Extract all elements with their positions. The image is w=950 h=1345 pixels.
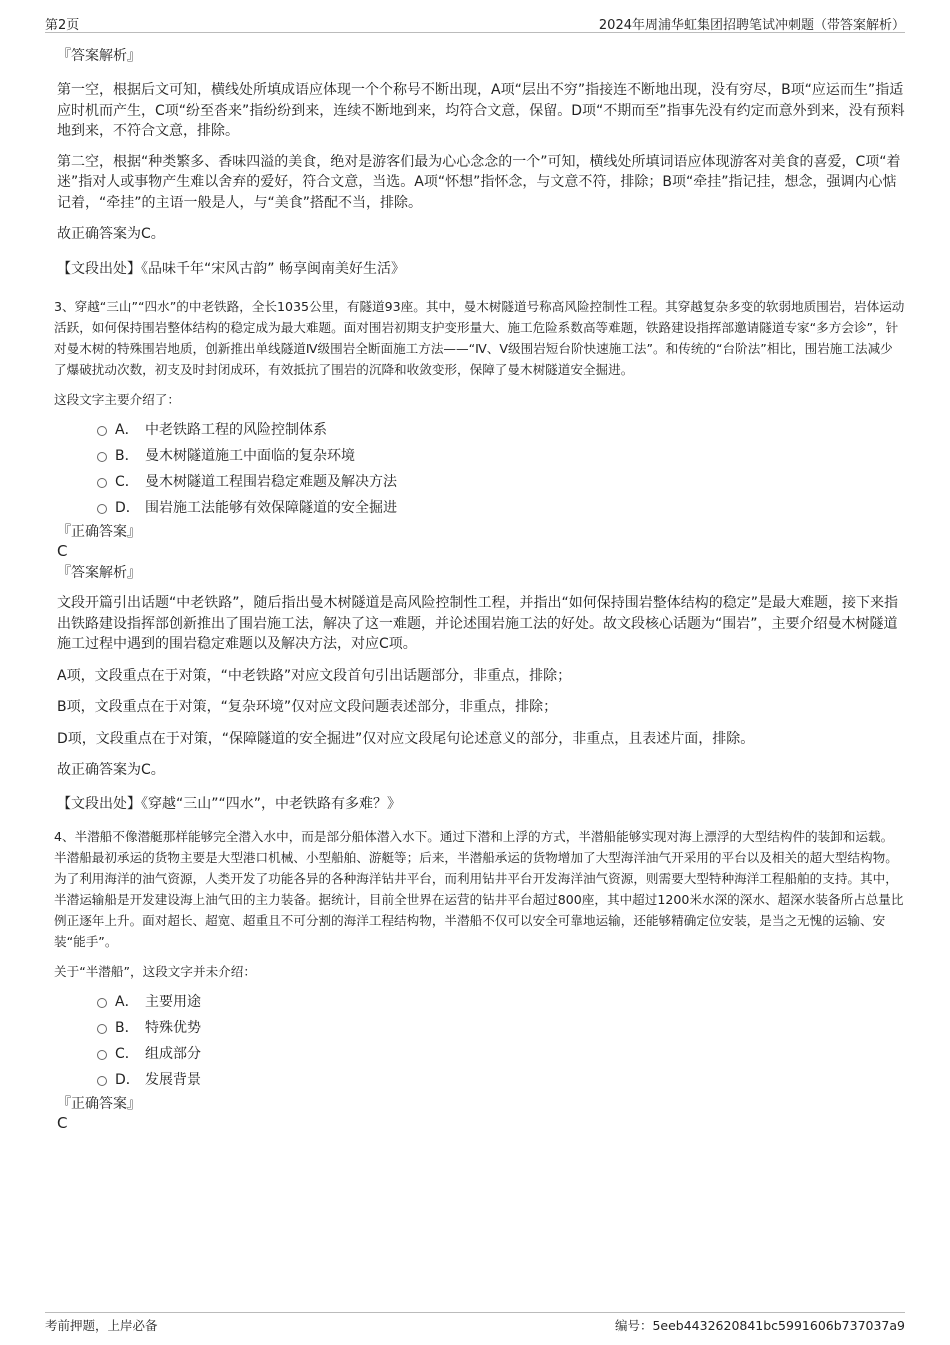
page-content <box>54 44 905 1133</box>
question-prompt: 关于“半潜船”，这段文字并未介绍： <box>54 964 256 979</box>
radio-icon[interactable] <box>97 1050 107 1060</box>
analysis-paragraph: A项，文段重点在于对策，“中老铁路”对应文段首句引出话题部分，非重点，排除； <box>57 667 572 684</box>
answer-label: 『正确答案』 <box>57 1096 141 1112</box>
page-footer <box>45 1312 905 1335</box>
option-letter: D． <box>115 1072 140 1088</box>
option-letter: C． <box>115 474 139 490</box>
option-text: 曼木树隧道施工中面临的复杂环境 <box>145 448 355 464</box>
option-letter: C． <box>115 1046 139 1062</box>
option-text: 中老铁路工程的风险控制体系 <box>145 422 327 438</box>
option-text: 曼木树隧道工程围岩稳定难题及解决方法 <box>145 474 397 490</box>
option-text: 发展背景 <box>145 1072 201 1088</box>
option-d[interactable] <box>57 495 905 521</box>
analysis-paragraph: 第一空，根据后文可知，横线处所填成语应体现一个个称号不断出现，A项“层出不穷”指接连不断地出现，没有穷尽，B项“应运而生”指适应时机而产生，C项“纷至沓来”指纷纷到来，连续不断地到来，均符合文意，保留。D项“不期而至”指事先没有约定而意外到来，没有预料地到来，不符合文意，排除。 <box>57 82 905 139</box>
conclusion: 故正确答案为C。 <box>57 226 165 242</box>
option-c[interactable] <box>57 469 905 495</box>
option-letter: B． <box>115 448 139 464</box>
option-letter: B． <box>115 1020 139 1036</box>
page-header <box>45 12 905 33</box>
analysis-paragraph: 第二空，根据“种类繁多、香味四溢的美食，绝对是游客们最为心心念念的一个”可知，横线处所填词语应体现游客对美食的喜爱，C项“着迷”指对人或事物产生难以舍弃的爱好，符合文意，当选。A项“怀想”指怀念，与文意不符，排除；B项“牵挂”指记挂，想念，强调内心惦记着，“牵挂”的主语一般是人，与“美食”搭配不当，排除。 <box>57 153 901 211</box>
option-list <box>57 989 905 1093</box>
answer-label: 『正确答案』 <box>57 524 141 540</box>
footer-slogan: 考前押题，上岸必备 <box>45 1318 158 1333</box>
option-a[interactable] <box>57 989 905 1015</box>
option-letter: D． <box>115 500 140 516</box>
radio-icon[interactable] <box>97 1076 107 1086</box>
option-text: 特殊优势 <box>145 1020 201 1036</box>
radio-icon[interactable] <box>97 452 107 462</box>
radio-icon[interactable] <box>97 478 107 488</box>
conclusion: 故正确答案为C。 <box>57 762 165 778</box>
document-id: 编号：5eeb4432620841bc5991606b737037a9 <box>614 1318 905 1333</box>
radio-icon[interactable] <box>97 426 107 436</box>
option-list <box>57 417 905 521</box>
analysis-paragraph: 文段开篇引出话题“中老铁路”，随后指出曼木树隧道是高风险控制性工程，并指出“如何保持围岩整体结构的稳定”是最大难题，接下来指出铁路建设指挥部创新推出了围岩施工法，解决了这一难题，并论述围岩施工法的好处。故文段核心话题为“围岩”，主要介绍曼木树隧道施工过程中遇到的围岩稳定难题以及解决方法，对应C项。 <box>57 595 899 652</box>
page-number: 第2页 <box>45 18 80 33</box>
option-letter: A． <box>115 422 139 438</box>
option-c[interactable] <box>57 1041 905 1067</box>
correct-answer: C <box>57 542 68 560</box>
analysis-paragraph: D项，文段重点在于对策，“保障隧道的安全掘进”仅对应文段尾句论述意义的部分，非重点，且表述片面，排除。 <box>57 730 755 747</box>
source-citation: 【文段出处】《品味千年“宋风古韵” 畅享闽南美好生活》 <box>57 260 405 277</box>
source-citation: 【文段出处】《穿越“三山”“四水”，中老铁路有多难？》 <box>57 795 402 812</box>
question-passage: 3、穿越“三山”“四水”的中老铁路，全长1035公里，有隧道93座。其中，曼木树隧道号称高风险控制性工程。其穿越复杂多变的软弱地质围岩，岩体运动活跃，如何保持围岩整体结构的稳定成为最大难题。面对围岩初期支护变形量大、施工危险系数高等难题，铁路建设指挥部邀请隧道专家“多方会诊”，针对曼木树的特殊围岩地质，创新推出单线隧道Ⅳ级围岩全断面施工方法——“Ⅳ、Ⅴ级围岩短台阶快速施工法”。和传统的“台阶法”相比，围岩施工法减少了爆破扰动次数，初支及时封闭成环，有效抵抗了围岩的沉降和收敛变形，保障了曼木树隧道安全掘进。 <box>54 299 905 377</box>
analysis-label: 『答案解析』 <box>57 48 141 64</box>
radio-icon[interactable] <box>97 504 107 514</box>
option-text: 主要用途 <box>145 994 201 1010</box>
analysis-paragraph: B项，文段重点在于对策，“复杂环境”仅对应文段问题表述部分，非重点，排除； <box>57 699 558 715</box>
option-b[interactable] <box>57 1015 905 1041</box>
radio-icon[interactable] <box>97 998 107 1008</box>
correct-answer: C <box>57 1114 68 1132</box>
question-prompt: 这段文字主要介绍了： <box>54 392 180 407</box>
question-passage: 4、半潜船不像潜艇那样能够完全潜入水中，而是部分船体潜入水下。通过下潜和上浮的方式，半潜船能够实现对海上漂浮的大型结构件的装卸和运载。半潜船最初承运的货物主要是大型港口机械、小型船舶、游艇等；后来，半潜船承运的货物增加了大型海洋油气开采用的平台以及相关的超大型结构物。为了利用海洋的油气资源，人类开发了功能各异的各种海洋钻井平台，而利用钻井平台开发海洋油气资源，则需要大型特种海洋工程船舶的支持。其中，半潜运输船是开发建设海上油气田的主力装备。据统计，目前全世界在运营的钻井平台超过800座，其中超过1200米水深的深水、超深水装备所占总量比例正逐年上升。面对超长、超宽、超重且不可分割的海洋工程结构物，半潜船不仅可以安全可靠地运输，还能够精确定位安装，是当之无愧的运输、安装“能手”。 <box>54 829 904 949</box>
option-letter: A． <box>115 994 139 1010</box>
document-title: 2024年周浦华虹集团招聘笔试冲刺题（带答案解析） <box>598 18 905 33</box>
option-a[interactable] <box>57 417 905 443</box>
radio-icon[interactable] <box>97 1024 107 1034</box>
option-b[interactable] <box>57 443 905 469</box>
analysis-label: 『答案解析』 <box>57 565 141 581</box>
option-text: 围岩施工法能够有效保障隧道的安全掘进 <box>145 500 397 516</box>
option-text: 组成部分 <box>145 1046 201 1062</box>
option-d[interactable] <box>57 1067 905 1093</box>
